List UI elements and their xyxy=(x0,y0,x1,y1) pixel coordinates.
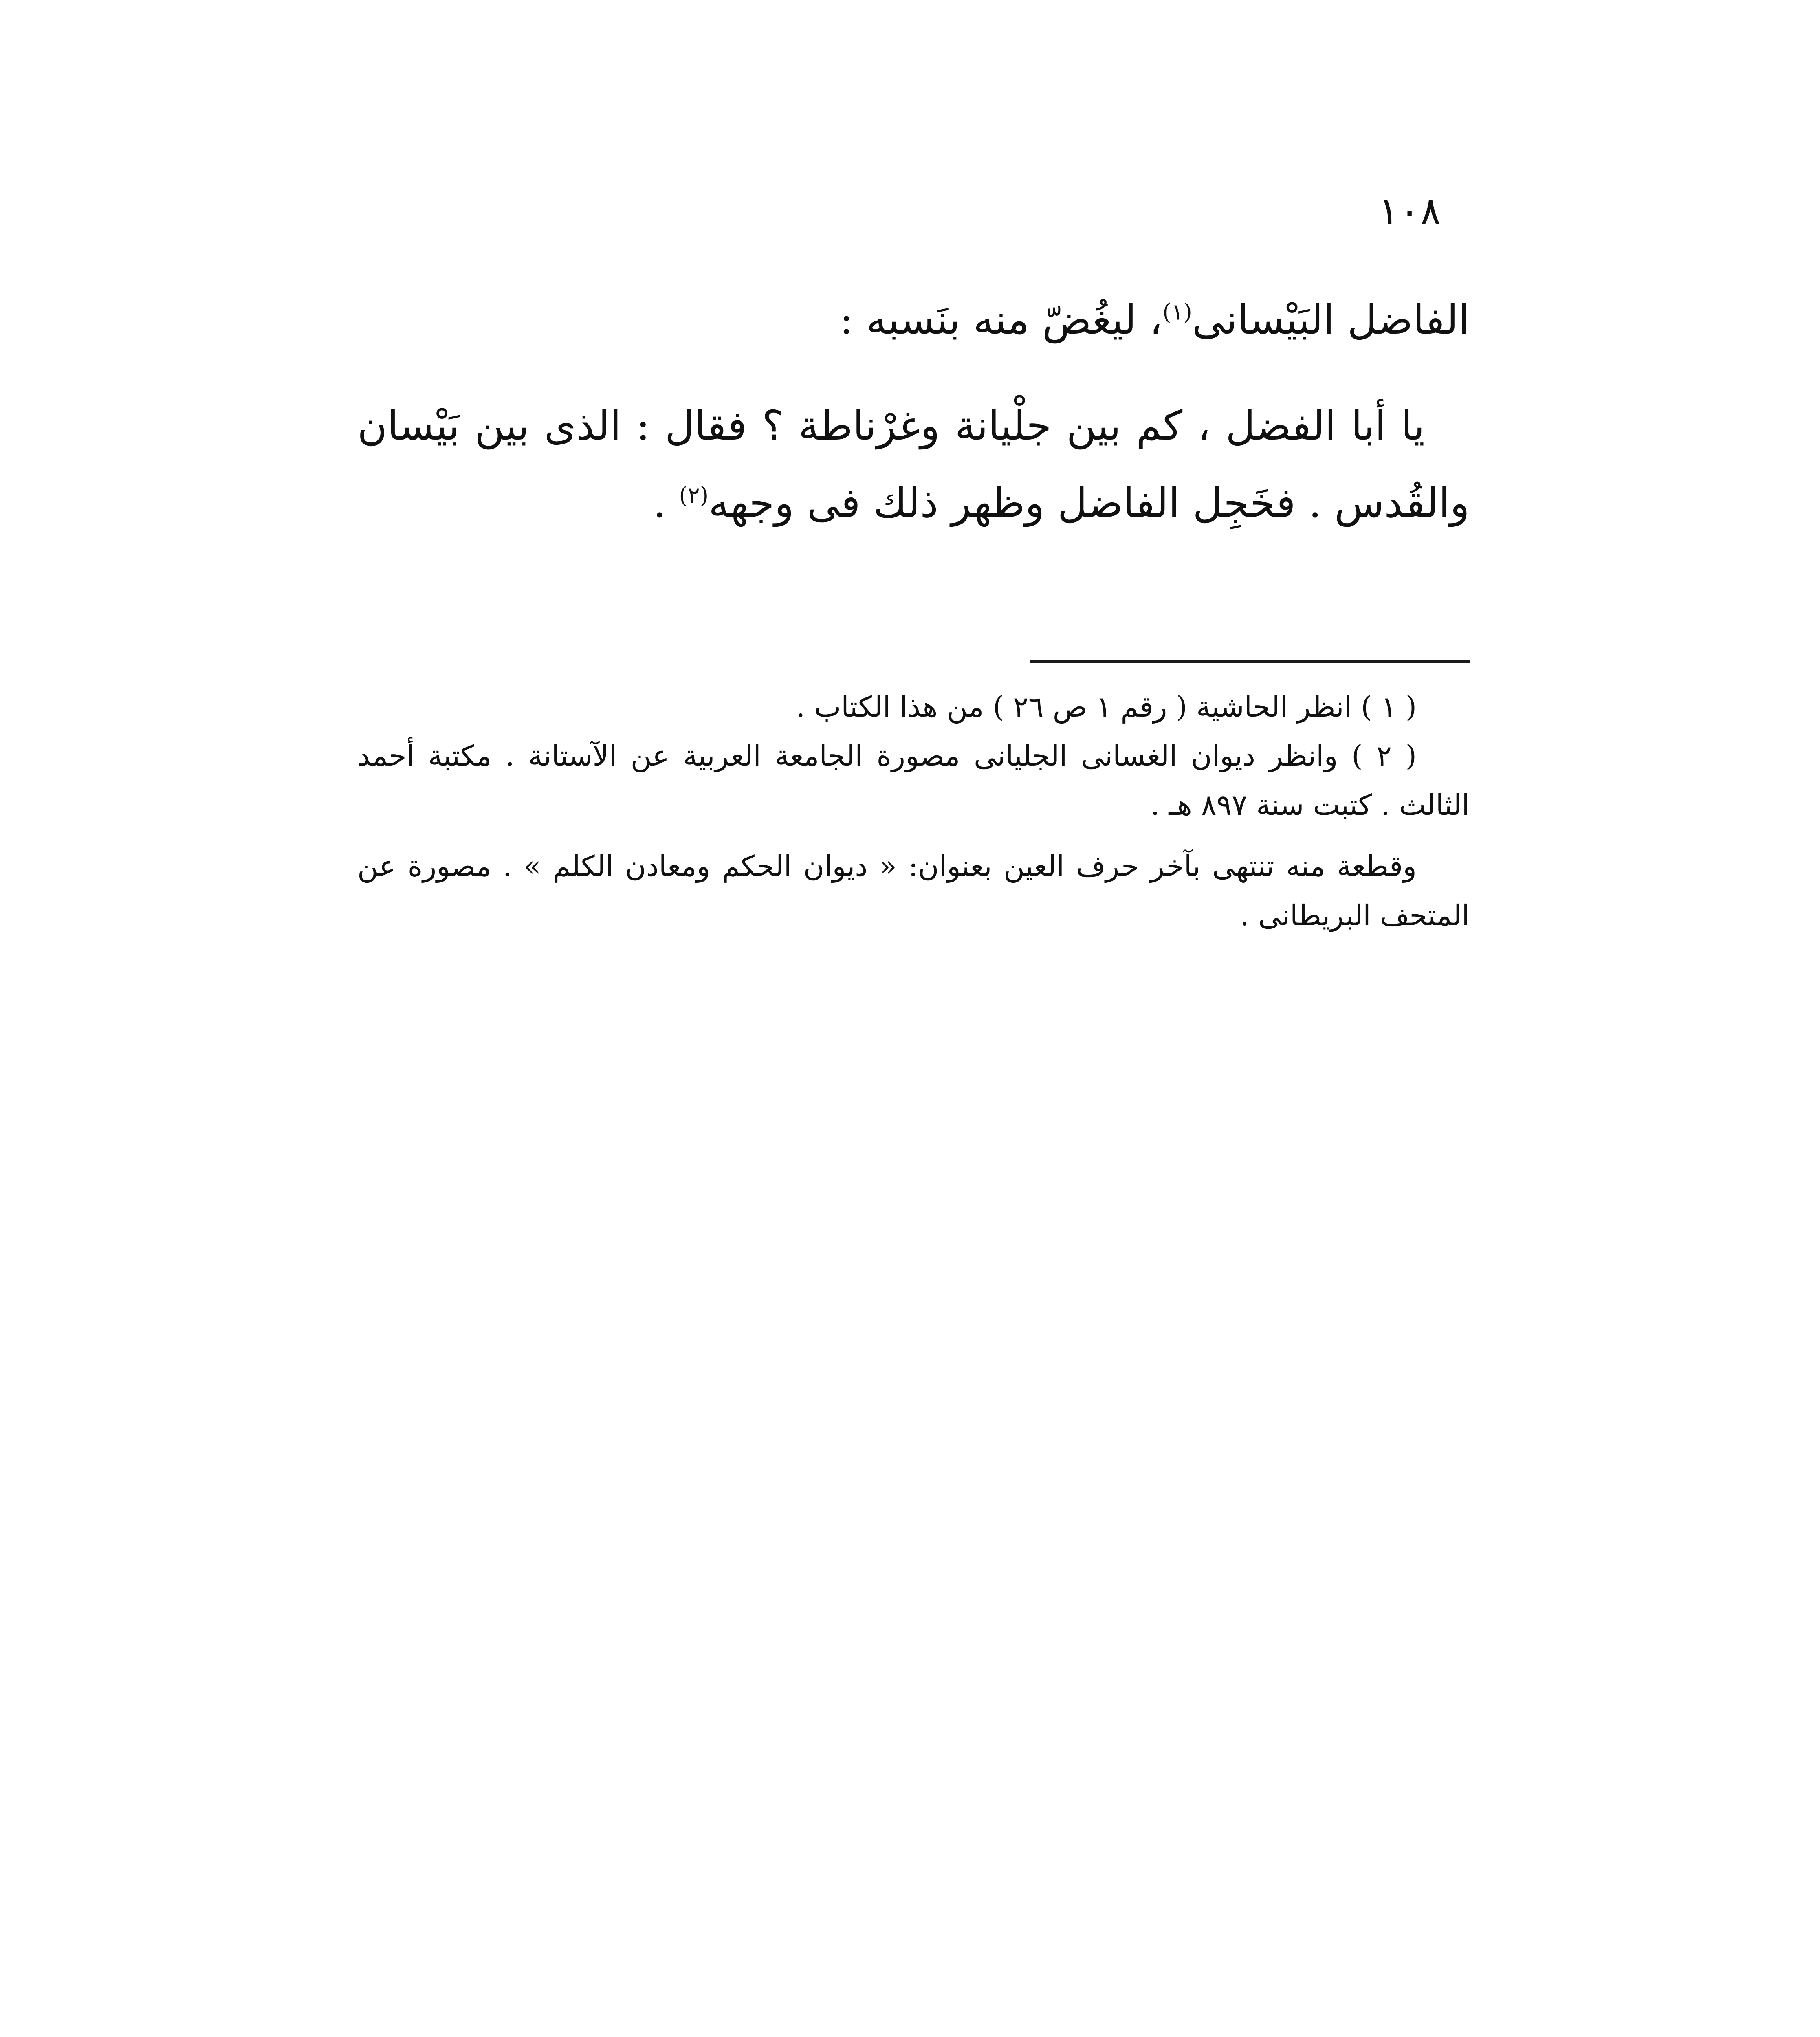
footnote-1: ( ١ ) انظر الحاشية ( رقم ١ ص ٢٦ ) من هذا الكتاب . xyxy=(796,690,1417,724)
dialogue-text: يا أبا الفضل ، كم بين جلْيانة وغرْناطة ؟ فقال : الذى بين بَيْسان والقُدس . فخَجِل الفاضل وظهر ذلك فى وجهه xyxy=(357,402,1470,527)
dialogue-paragraph xyxy=(357,387,1470,542)
footnote-ref-2: (٢) xyxy=(679,482,709,508)
footnotes-block xyxy=(357,682,1470,940)
opening-line xyxy=(357,281,1470,359)
footnote-2-continuation: وقطعة منه تنتهى بآخر حرف العين بعنوان: « ديوان الحكم ومعادن الكلم » . مصورة عن المتحف البريطانى . xyxy=(357,849,1470,932)
opening-line-rest: ، ليغُضّ منه بنَسبه : xyxy=(839,296,1163,343)
page-number: ١٠٨ xyxy=(1378,188,1441,234)
footnote-ref-1: (١) xyxy=(1162,299,1192,325)
footnote-2: ( ٢ ) وانظر ديوان الغسانى الجليانى مصورة الجامعة العربية عن الآستانة . مكتبة أحمد الثالث . كتبت سنة ٨٩٧ هـ . xyxy=(357,739,1470,822)
footnote-divider xyxy=(1030,660,1470,663)
main-text-block xyxy=(357,281,1470,542)
dialogue-end: . xyxy=(653,479,679,527)
opening-line-text: الفاضل البَيْسانى xyxy=(1192,296,1470,343)
